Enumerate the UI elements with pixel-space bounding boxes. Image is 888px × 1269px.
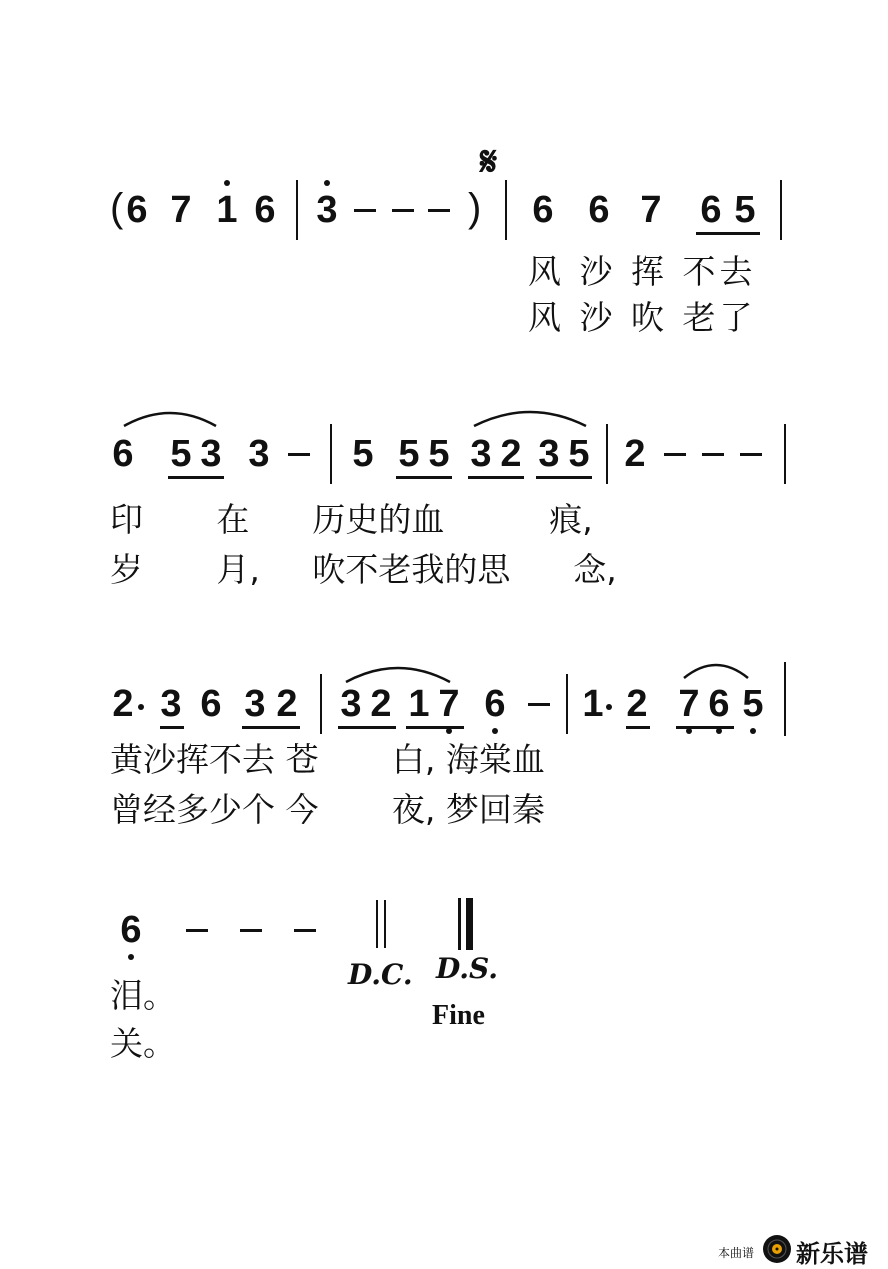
note: 3 (340, 683, 362, 725)
dc-marking: D.C. (348, 958, 413, 991)
barline (780, 180, 782, 240)
watermark-small: 本曲谱 (718, 1246, 755, 1260)
double-barline (376, 900, 378, 948)
dash (740, 453, 762, 456)
paren-close: ) (468, 186, 482, 230)
note: 6 (532, 189, 554, 231)
note: 6 (254, 189, 276, 231)
dash (392, 209, 414, 212)
barline (606, 424, 608, 484)
note: 3 (470, 433, 492, 475)
fine-marking: Fine (432, 1000, 485, 1031)
lyrics-verse-2: 风 沙 吹 老了 (528, 298, 757, 337)
lyrics-verse-1: 黄沙挥不去 苍 白, 海棠血 (110, 740, 545, 779)
note-low-6: 6 (116, 910, 146, 950)
aug-dot (606, 704, 612, 710)
note: 3 (200, 433, 222, 475)
note-low-7: 7 (434, 684, 464, 724)
lyrics-verse-1: 印 在 历史的血 痕, (110, 500, 593, 539)
note: 6 (200, 683, 222, 725)
barline (296, 180, 298, 240)
note: 3 (244, 683, 266, 725)
slur (470, 404, 590, 430)
note: 1 (408, 683, 430, 725)
barline (320, 674, 322, 734)
note: 6 (126, 189, 148, 231)
barline (784, 662, 786, 736)
note: 5 (734, 189, 756, 231)
note: 3 (160, 683, 182, 725)
barline (784, 424, 786, 484)
note: 5 (568, 433, 590, 475)
note-low-6: 6 (704, 684, 734, 724)
underline (626, 726, 650, 729)
underline (168, 476, 224, 479)
underline (676, 726, 734, 729)
underline (468, 476, 524, 479)
underline (696, 232, 760, 235)
aug-dot (138, 704, 144, 710)
lyrics-verse-2: 岁 月, 吹不老我的思 念, (110, 550, 617, 589)
note: 5 (352, 433, 374, 475)
note: 3 (248, 433, 270, 475)
slur (120, 404, 220, 430)
note-low-5: 5 (738, 684, 768, 724)
underline (406, 726, 464, 729)
underline (242, 726, 300, 729)
dash (428, 209, 450, 212)
note: 6 (588, 189, 610, 231)
note: 5 (398, 433, 420, 475)
note: 2 (626, 683, 648, 725)
segno-sign: 𝄋 (480, 138, 498, 185)
watermark-brand: 新乐谱 (796, 1240, 868, 1268)
note: 2 (624, 433, 646, 475)
underline (338, 726, 396, 729)
note-low-7: 7 (674, 684, 704, 724)
lyrics-verse-2: 曾经多少个 今 夜, 梦回秦 (110, 790, 545, 829)
underline (396, 476, 452, 479)
dash (664, 453, 686, 456)
note: 2 (500, 433, 522, 475)
dash (528, 703, 550, 706)
barline (505, 180, 507, 240)
final-barline (458, 898, 461, 950)
lyrics-verse-2: 关。 (110, 1024, 176, 1063)
lyrics-verse-1: 泪。 (110, 976, 176, 1015)
paren-open: ( (110, 186, 124, 230)
ds-marking: D.S. (436, 952, 499, 985)
barline (330, 424, 332, 484)
note: 6 (112, 433, 134, 475)
barline (566, 674, 568, 734)
dash (186, 929, 208, 932)
note-high-3: 3 (312, 190, 342, 230)
note-high-1: 1 (212, 190, 242, 230)
dash (702, 453, 724, 456)
note: 5 (428, 433, 450, 475)
dash (294, 929, 316, 932)
dash (288, 453, 310, 456)
dash (354, 209, 376, 212)
note: 2 (112, 683, 134, 725)
final-barline (466, 898, 473, 950)
note: 2 (370, 683, 392, 725)
vinyl-logo-icon (762, 1234, 792, 1264)
note-low-6: 6 (480, 684, 510, 724)
note: 7 (640, 189, 662, 231)
dash (240, 929, 262, 932)
underline (160, 726, 184, 729)
slur (680, 656, 752, 682)
double-barline (384, 900, 386, 948)
underline (536, 476, 592, 479)
note: 6 (700, 189, 722, 231)
note: 1 (582, 683, 604, 725)
note: 3 (538, 433, 560, 475)
lyrics-verse-1: 风 沙 挥 不去 (528, 252, 757, 291)
note: 7 (170, 189, 192, 231)
note: 5 (170, 433, 192, 475)
note: 2 (276, 683, 298, 725)
